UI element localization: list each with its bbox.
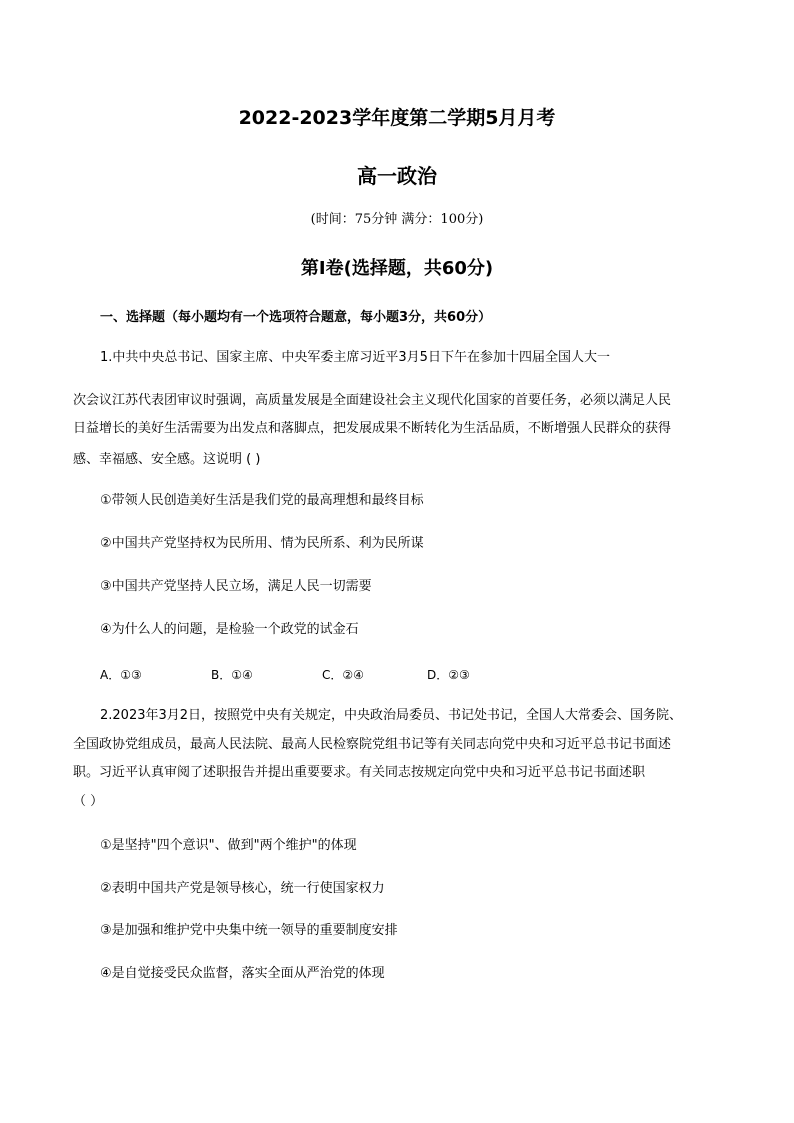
question-2-option-4: ④是自觉接受民众监督，落实全面从严治党的体现 (100, 966, 385, 981)
question-2-line-3: 职。习近平认真审阅了述职报告并提出重要要求。有关同志按规定向党中央和习近平总书记书面述职 (73, 765, 646, 780)
question-2-line-4: （ ） (73, 794, 104, 809)
question-1-line-4: 感、幸福感、安全感。这说明 ( ) (73, 452, 261, 467)
question-1-line-3: 日益增长的美好生活需要为出发点和落脚点，把发展成果不断转化为生活品质，不断增强人民群众的获得 (73, 421, 672, 436)
question-1-option-1: ①带领人民创造美好生活是我们党的最高理想和最终目标 (100, 493, 424, 508)
question-2-line-2: 全国政协党组成员，最高人民法院、最高人民检察院党组书记等有关同志向党中央和习近平总书记书面述 (73, 737, 672, 752)
exam-info: (时间：75分钟 满分：100分) (310, 212, 484, 227)
question-2-option-2: ②表明中国共产党是领导核心，统一行使国家权力 (100, 881, 385, 896)
question-1-option-3: ③中国共产党坚持人民立场，满足人民一切需要 (100, 579, 372, 594)
answer-b: B．①④ (211, 668, 253, 682)
question-2-line-1: 2.2023年3月2日，按照党中央有关规定，中央政治局委员、书记处书记，全国人大常委会、国务院、 (100, 708, 683, 723)
question-1-line-2: 次会议江苏代表团审议时强调，高质量发展是全面建设社会主义现代化国家的首要任务，必须以满足人民 (73, 393, 672, 408)
section-heading: 一、选择题（每小题均有一个选项符合题意，每小题3分，共60分） (100, 310, 492, 325)
answer-d: D．②③ (427, 668, 470, 682)
question-2-option-1: ①是坚持"四个意识"、做到"两个维护"的体现 (100, 838, 357, 853)
question-1-option-4: ④为什么人的问题，是检验一个政党的试金石 (100, 622, 359, 637)
answer-a: A．①③ (100, 668, 142, 682)
part-title: 第Ⅰ卷(选择题，共60分) (300, 258, 494, 279)
question-2-option-3: ③是加强和维护党中央集中统一领导的重要制度安排 (100, 923, 398, 938)
answer-c: C．②④ (322, 668, 364, 682)
exam-title: 2022-2023学年度第二学期5月月考 (238, 107, 556, 129)
question-1-line-1: 1.中共中央总书记、国家主席、中央军委主席习近平3月5日下午在参加十四届全国人大一 (100, 350, 610, 365)
subject-title: 高一政治 (357, 164, 437, 188)
question-1-option-2: ②中国共产党坚持权为民所用、情为民所系、利为民所谋 (100, 536, 424, 551)
